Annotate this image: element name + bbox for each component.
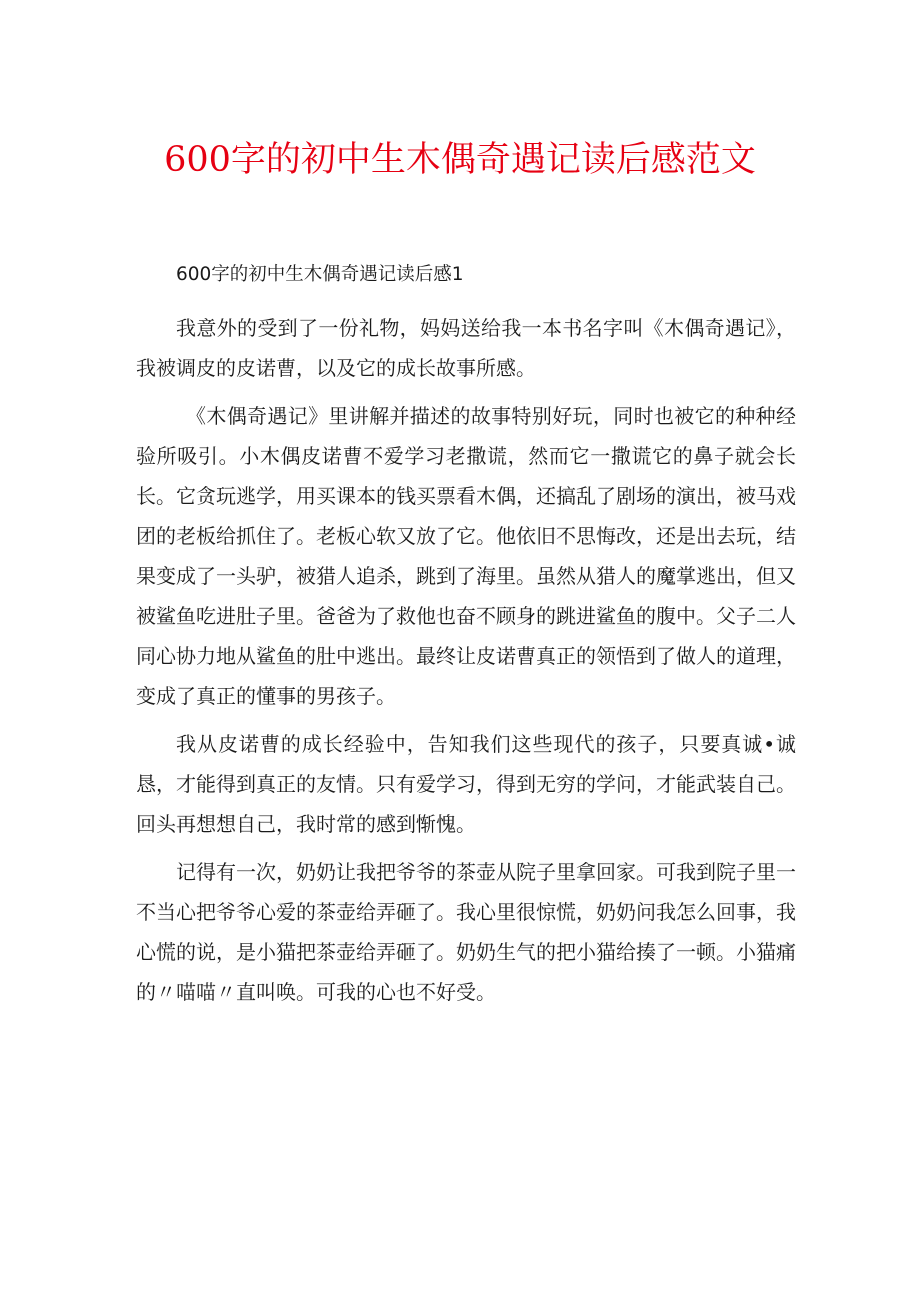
paragraph-3: 我从皮诺曹的成长经验中，告知我们这些现代的孩子，只要真诚•诚恳，才能得到真正的友情。只有爱学习，得到无穷的学问，才能武装自己。回头再想想自己，我时常的感到惭愧。: [136, 732, 796, 836]
document-title: 600字的初中生木偶奇遇记读后感范文: [164, 140, 756, 180]
paragraph-4: 记得有一次，奶奶让我把爷爷的茶壶从院子里拿回家。可我到院子里一不当心把爷爷心爱的茶壶给弄砸了。我心里很惊慌，奶奶问我怎么回事，我心慌的说，是小猫把茶壶给弄砸了。奶奶生气的把小猫给揍了一顿。小猫痛的〃喵喵〃直叫唤。可我的心也不好受。: [136, 860, 796, 1004]
paragraph-2: 《木偶奇遇记》里讲解并描述的故事特别好玩，同时也被它的种种经验所吸引。小木偶皮诺曹不爱学习老撒谎，然而它一撒谎它的鼻子就会长长。它贪玩逃学，用买课本的钱买票看木偶，还搞乱了剧场的演出，被马戏团的老板给抓住了。老板心软又放了它。他依旧不思悔改，还是出去玩，结果变成了一头驴，被猎人追杀，跳到了海里。虽然从猎人的魔掌逃出，但又被鲨鱼吃进肚子里。爸爸为了救他也奋不顾身的跳进鲨鱼的腹中。父子二人同心协力地从鲨鱼的肚中逃出。最终让皮诺曹真正的领悟到了做人的道理，变成了真正的懂事的男孩子。: [136, 404, 796, 708]
section-heading: 600字的初中生木偶奇遇记读后感1: [176, 264, 464, 285]
document-body: [136, 262, 796, 1020]
paragraph-1: 我意外的受到了一份礼物，妈妈送给我一本书名字叫《木偶奇遇记》，我被调皮的皮诺曹，以及它的成长故事所感。: [136, 316, 796, 380]
